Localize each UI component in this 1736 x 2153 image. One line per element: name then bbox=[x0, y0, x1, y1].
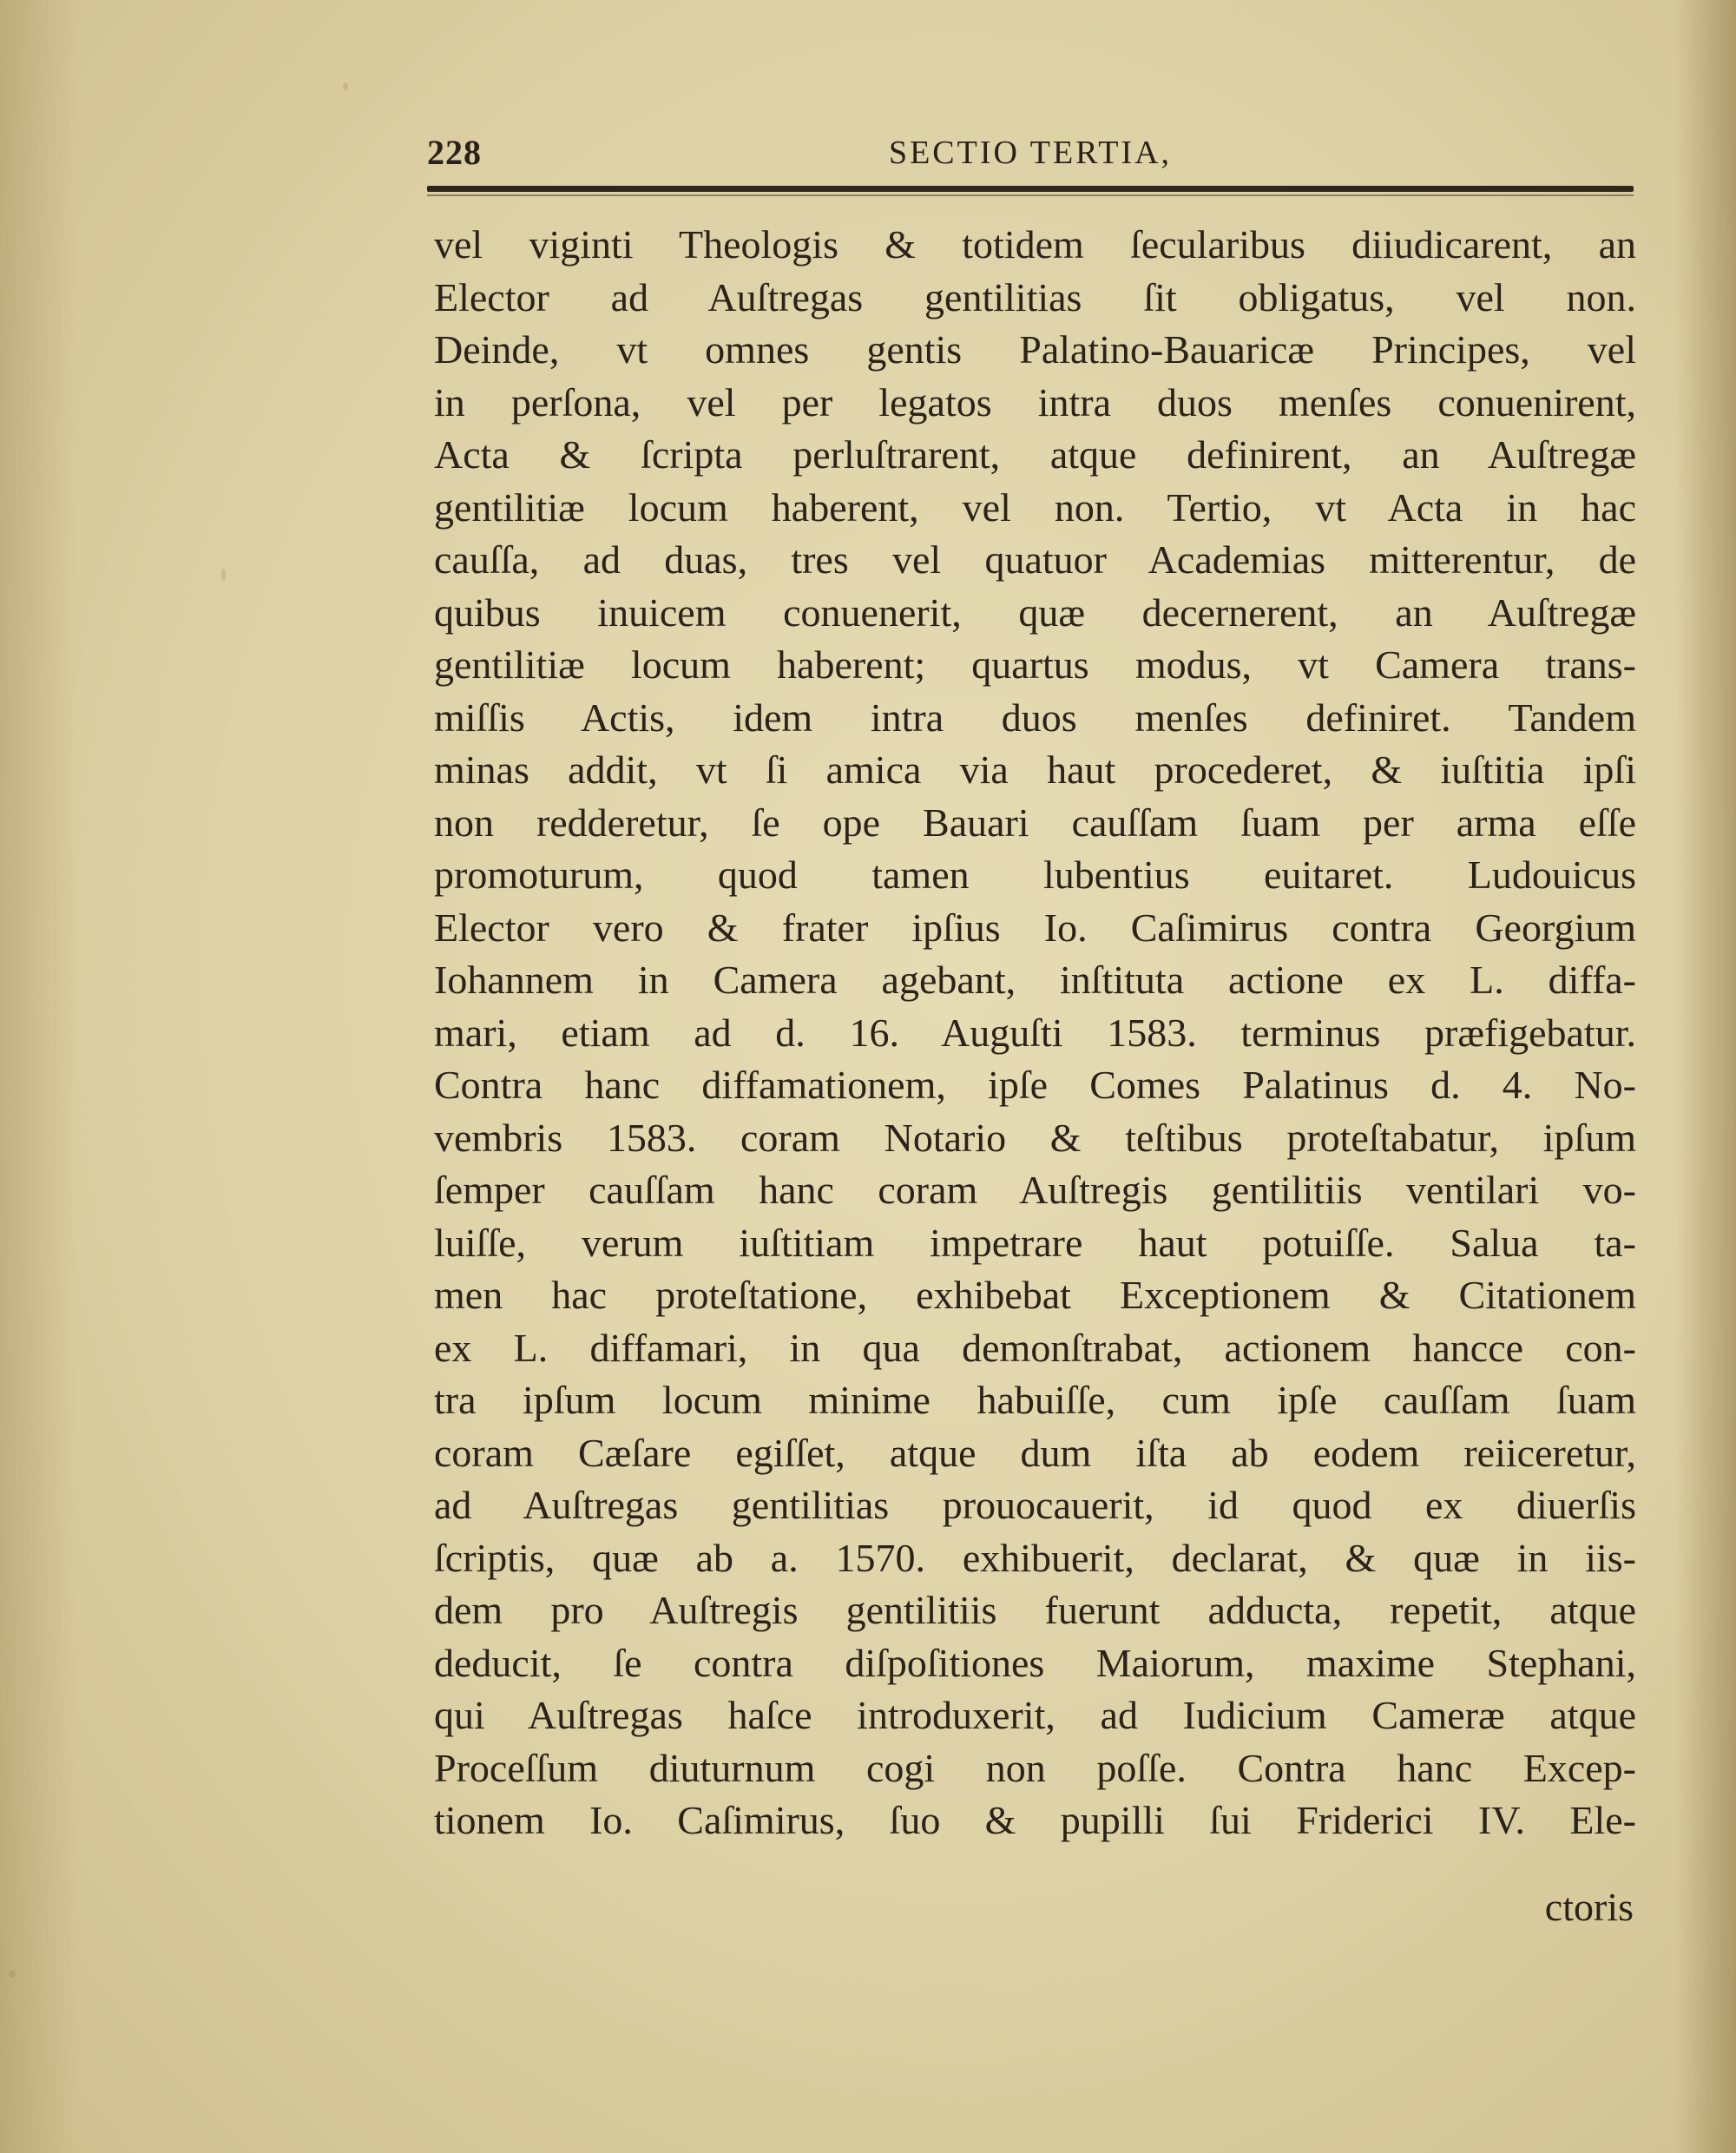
text-line: in perſona, vel per legatos intra duos menſes conuenirent, bbox=[434, 379, 1636, 425]
text-line: deducit, ſe contra diſpoſitiones Maiorum, maxime Stephani, bbox=[434, 1640, 1636, 1685]
running-header bbox=[427, 132, 1634, 175]
text-line: luiſſe, verum iuſtitiam impetrare haut potuiſſe. Salua ta- bbox=[434, 1220, 1636, 1265]
text-line: qui Auſtregas haſce introduxerit, ad Iudicium Cameræ atque bbox=[434, 1693, 1636, 1737]
text-line: Acta & ſcripta perluſtrarent, atque definirent, an Auſtregæ bbox=[434, 432, 1636, 477]
text-line: Elector vero & frater ipſius Io. Caſimirus contra Georgium bbox=[434, 905, 1636, 950]
running-title: SECTIO TERTIA, bbox=[888, 135, 1173, 171]
text-line: tra ipſum locum minime habuiſſe, cum ipſe cauſſam ſuam bbox=[434, 1378, 1636, 1422]
text-line: men hac proteſtatione, exhibebat Exceptionem & Citationem bbox=[434, 1273, 1636, 1317]
header-rule-thin bbox=[427, 194, 1634, 196]
paper-speck bbox=[343, 82, 348, 90]
text-line: Deinde, vt omnes gentis Palatino-Bauaricæ Principes, vel bbox=[434, 327, 1636, 372]
text-line: Proceſſum diuturnum cogi non poſſe. Contra hanc Excep- bbox=[434, 1745, 1636, 1790]
text-line: ſemper cauſſam hanc coram Auſtregis gentilitiis ventilari vo- bbox=[434, 1168, 1636, 1212]
text-line: coram Cæſare egiſſet, atque dum iſta ab eodem reiiceretur, bbox=[434, 1430, 1636, 1475]
text-line: Contra hanc diffamationem, ipſe Comes Palatinus d. 4. No- bbox=[434, 1063, 1636, 1107]
text-line: cauſſa, ad duas, tres vel quatuor Academias mitterentur, de bbox=[434, 537, 1636, 582]
page-number: 228 bbox=[427, 133, 482, 172]
body-text bbox=[434, 219, 1636, 1847]
header-rule bbox=[427, 186, 1634, 192]
text-line: non redderetur, ſe ope Bauari cauſſam ſuam per arma eſſe bbox=[434, 800, 1636, 845]
text-line: ex L. diffamari, in qua demonſtrabat, actionem hancce con- bbox=[434, 1325, 1636, 1370]
catchword: ctoris bbox=[1544, 1885, 1634, 1929]
text-line: Iohannem in Camera agebant, inſtituta actione ex L. diffa- bbox=[434, 958, 1636, 1002]
page-edge-shadow bbox=[0, 0, 78, 2153]
paper-speck bbox=[221, 569, 226, 581]
text-line: mari, etiam ad d. 16. Auguſti 1583. terminus præfigebatur. bbox=[434, 1010, 1636, 1055]
text-line: ſcriptis, quæ ab a. 1570. exhibuerit, declarat, & quæ in iis- bbox=[434, 1535, 1636, 1580]
text-line: gentilitiæ locum haberent, vel non. Tertio, vt Acta in hac bbox=[434, 484, 1636, 530]
text-line: dem pro Auſtregis gentilitiis fuerunt adducta, repetit, atque bbox=[434, 1588, 1636, 1632]
text-line: gentilitiæ locum haberent; quartus modus, vt Camera trans- bbox=[434, 642, 1636, 687]
text-line: vembris 1583. coram Notario & teſtibus proteſtabatur, ipſum bbox=[434, 1115, 1636, 1160]
text-line: minas addit, vt ſi amica via haut procederet, & iuſtitia ipſi bbox=[434, 747, 1636, 792]
text-line: ad Auſtregas gentilitias prouocauerit, id quod ex diuerſis bbox=[434, 1483, 1636, 1527]
text-line: vel viginti Theologis & totidem ſecularibus diiudicarent, an bbox=[434, 222, 1636, 267]
text-line: tionem Io. Caſimirus, ſuo & pupilli ſui Friderici IV. Ele- bbox=[434, 1798, 1636, 1842]
text-line: promoturum, quod tamen lubentius euitaret. Ludouicus bbox=[434, 853, 1636, 897]
text-line: miſſis Actis, idem intra duos menſes definiret. Tandem bbox=[434, 695, 1636, 740]
text-line: quibus inuicem conuenerit, quæ decernerent, an Auſtregæ bbox=[434, 589, 1636, 635]
text-line: Elector ad Auſtregas gentilitias ſit obligatus, vel non. bbox=[434, 274, 1636, 319]
paper-speck bbox=[9, 1971, 16, 1978]
binding-gutter bbox=[1675, 0, 1736, 2153]
